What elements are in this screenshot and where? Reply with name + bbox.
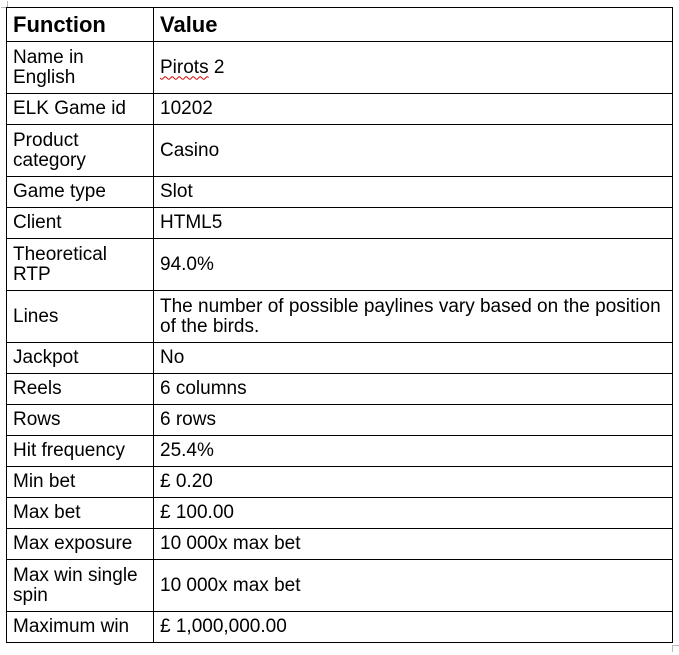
value-cell: HTML5 [154, 208, 673, 239]
value-cell: No [154, 343, 673, 374]
function-cell: Name in English [7, 42, 154, 94]
value-cell: 6 rows [154, 405, 673, 436]
header-function: Function [7, 8, 154, 42]
function-cell: Reels [7, 374, 154, 405]
table-row [7, 208, 673, 239]
function-cell: Maximum win [7, 612, 154, 643]
table-row [7, 405, 673, 436]
value-cell: 10202 [154, 94, 673, 125]
table-row [7, 529, 673, 560]
function-cell: Max win single spin [7, 560, 154, 612]
value-cell: £ 100.00 [154, 498, 673, 529]
table-row [7, 498, 673, 529]
value-cell: 25.4% [154, 436, 673, 467]
table-row [7, 42, 673, 94]
function-cell: Max exposure [7, 529, 154, 560]
table-row [7, 239, 673, 291]
function-cell: Min bet [7, 467, 154, 498]
function-cell: Jackpot [7, 343, 154, 374]
table-row [7, 467, 673, 498]
table-header-row [7, 8, 673, 42]
table-row [7, 560, 673, 612]
function-cell: ELK Game id [7, 94, 154, 125]
function-cell: Product category [7, 125, 154, 177]
function-cell: Rows [7, 405, 154, 436]
function-cell: Theoretical RTP [7, 239, 154, 291]
table-row [7, 612, 673, 643]
table-row [7, 94, 673, 125]
value-cell: Casino [154, 125, 673, 177]
function-cell: Max bet [7, 498, 154, 529]
table-row [7, 374, 673, 405]
value-cell: £ 0.20 [154, 467, 673, 498]
table-row [7, 177, 673, 208]
value-cell: 10 000x max bet [154, 529, 673, 560]
table-row [7, 291, 673, 343]
value-cell [154, 42, 673, 94]
value-cell: £ 1,000,000.00 [154, 612, 673, 643]
function-cell: Game type [7, 177, 154, 208]
header-value: Value [154, 8, 673, 42]
value-cell: 10 000x max bet [154, 560, 673, 612]
game-spec-table [6, 7, 673, 643]
function-cell: Client [7, 208, 154, 239]
page-corner-mark-bottom-right [672, 645, 679, 652]
value-cell: 6 columns [154, 374, 673, 405]
spellcheck-flagged-word: Pirots [160, 56, 209, 78]
value-cell: The number of possible paylines vary based on the position of the birds. [154, 291, 673, 343]
table-row [7, 436, 673, 467]
value-cell: Slot [154, 177, 673, 208]
function-cell: Lines [7, 291, 154, 343]
value-suffix: 2 [208, 56, 225, 78]
table-row [7, 125, 673, 177]
function-cell: Hit frequency [7, 436, 154, 467]
table-row [7, 343, 673, 374]
value-cell: 94.0% [154, 239, 673, 291]
